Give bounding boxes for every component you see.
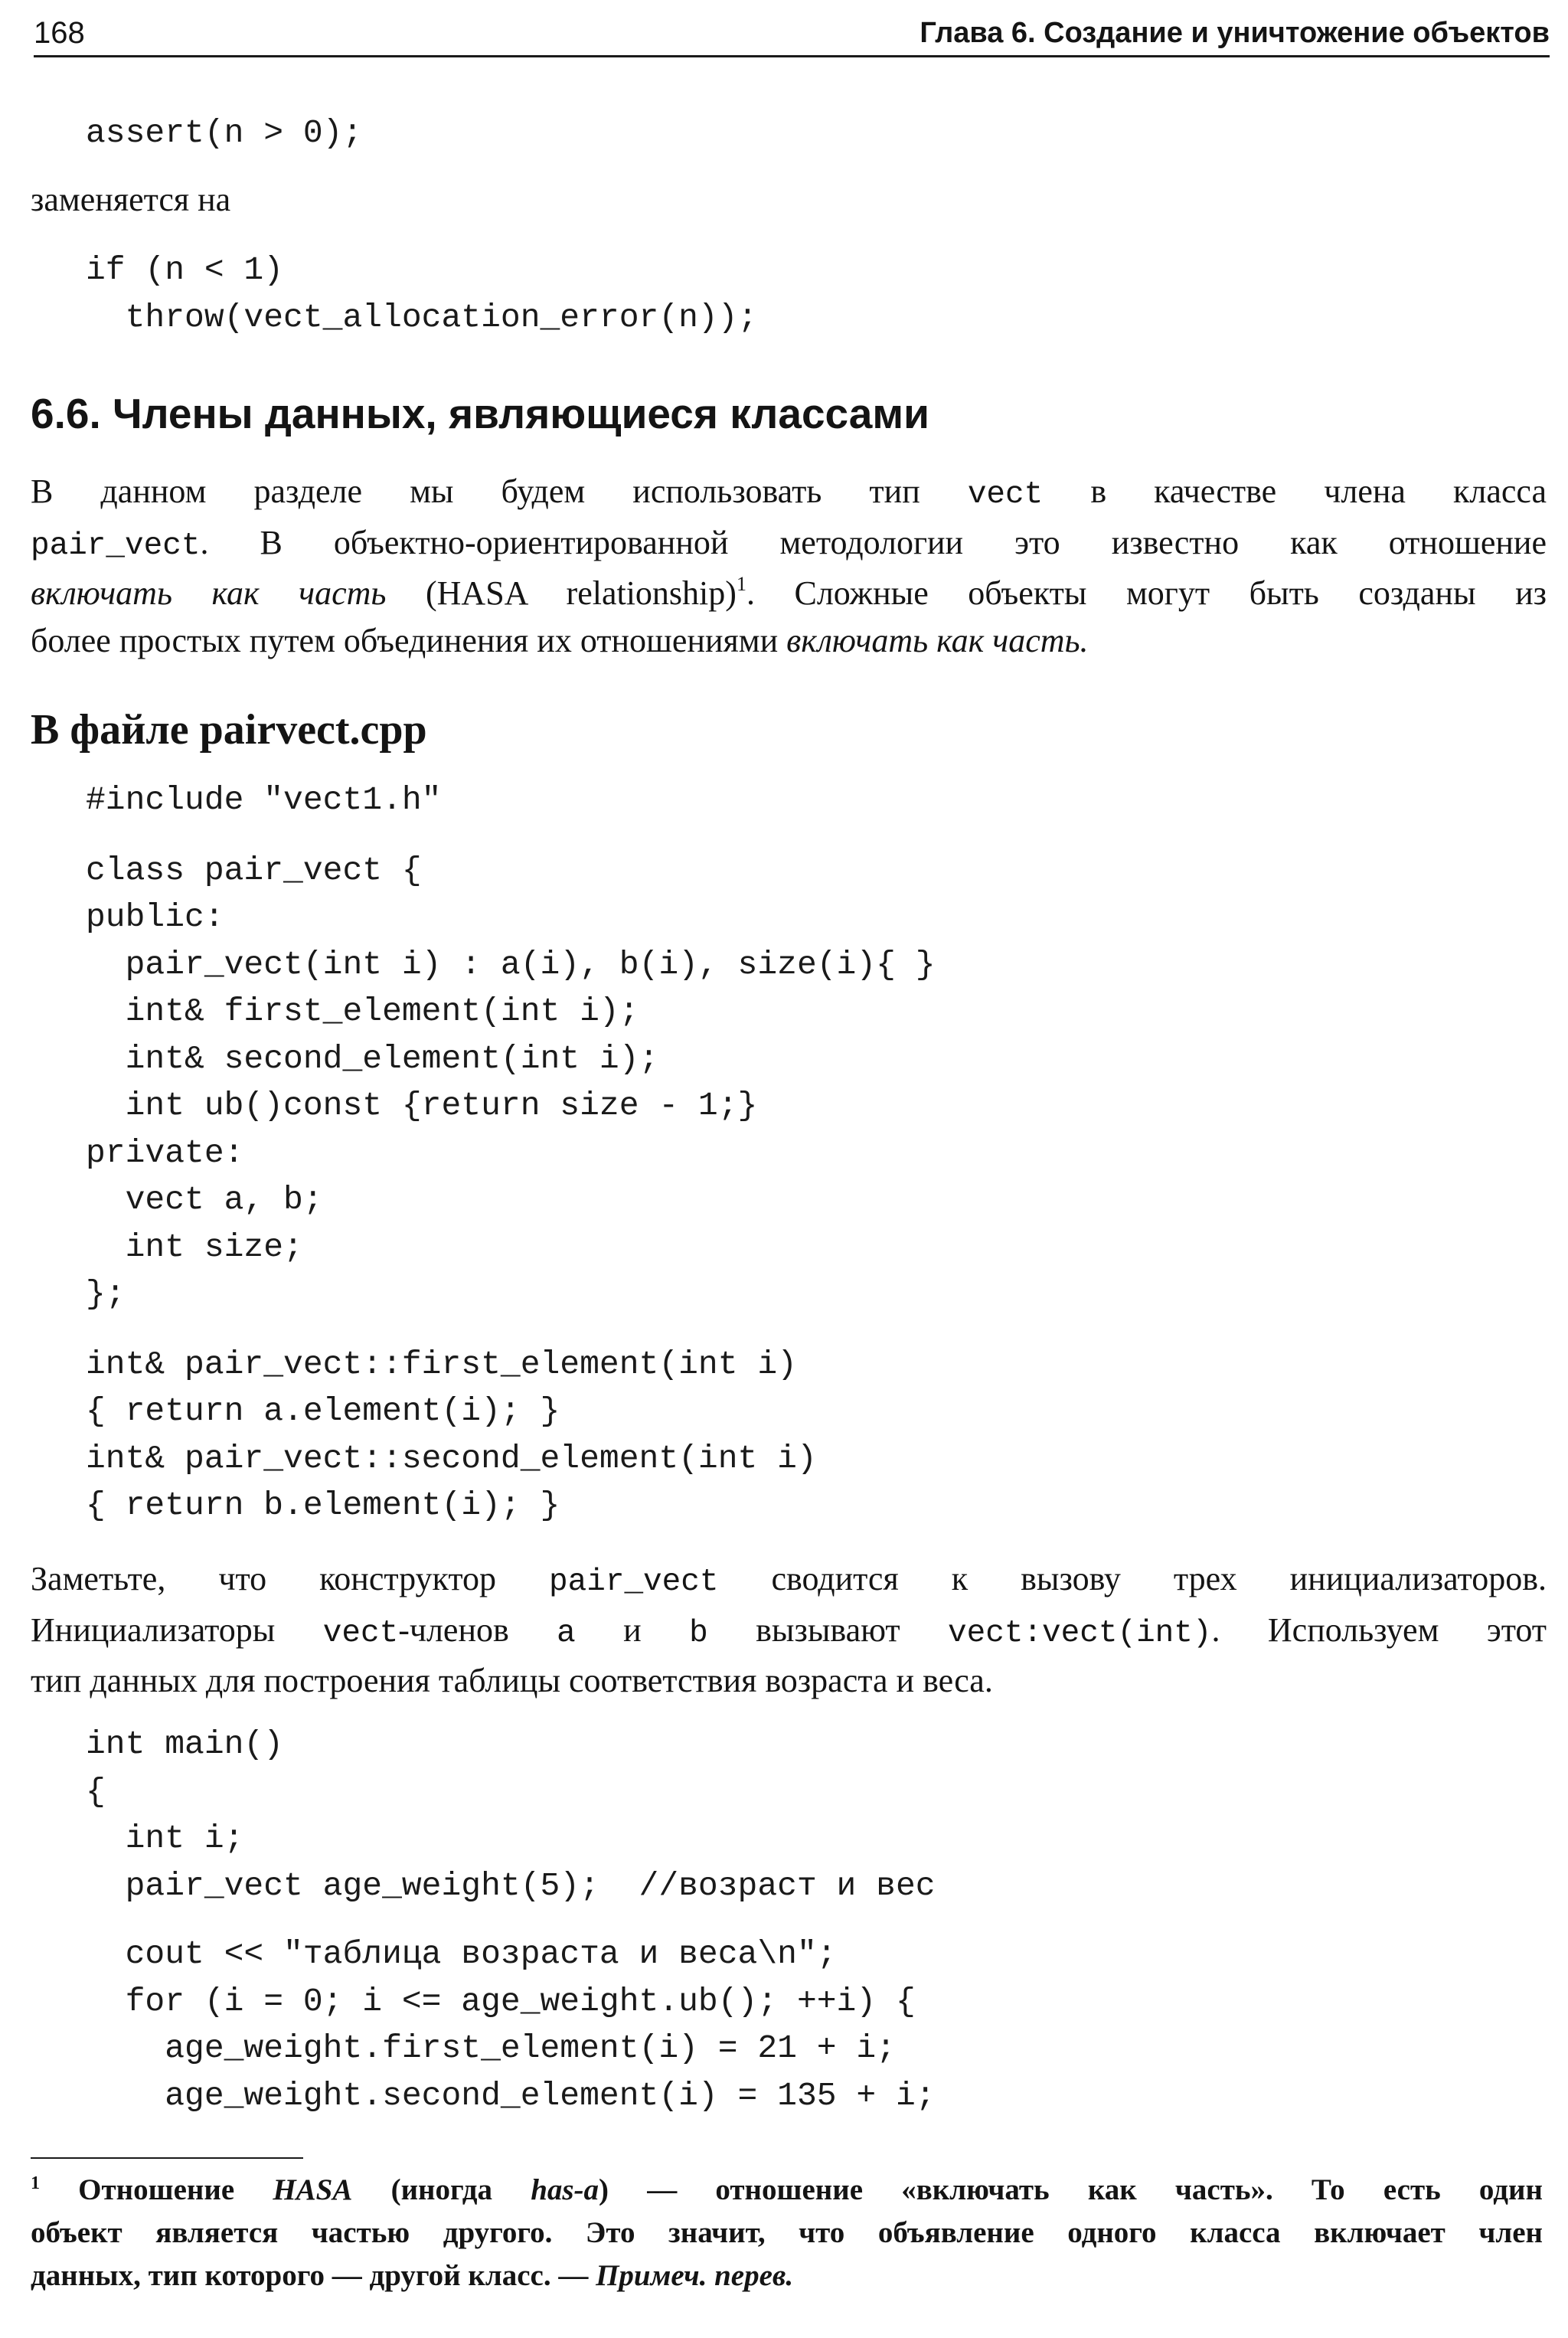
code-line: pair_vect age_weight(5); //возраст и вес — [86, 1866, 936, 1905]
page-number: 168 — [34, 16, 85, 50]
code-line: int i; — [86, 1820, 244, 1857]
text-replaced-with — [31, 176, 1547, 224]
code-line: age_weight.second_element(i) = 135 + i; — [86, 2076, 936, 2114]
code-assert — [86, 110, 362, 157]
paragraph-line: включать как часть (HASA relationship)$^1$. Сложные объекты могут быть созданы из — [31, 573, 1547, 612]
code-line: { return b.element(i); } — [86, 1486, 560, 1524]
footnote-ref: 1 — [736, 573, 746, 595]
footnote-divider — [31, 2157, 303, 2159]
code-line: throw(vect_allocation_error(n)); — [86, 298, 758, 336]
inline-code: a — [557, 1615, 576, 1651]
code-line: assert(n > 0); — [86, 114, 363, 152]
inline-code: pair_vect — [549, 1565, 719, 1600]
code-line: { — [86, 1772, 106, 1810]
chapter-title: Глава 6. Создание и уничтожение объектов — [920, 17, 1550, 49]
inline-code: vect — [322, 1615, 399, 1651]
code-line: class pair_vect { — [86, 851, 422, 889]
inline-code: vect — [967, 477, 1044, 512]
code-line: int main() — [86, 1725, 284, 1763]
code-line: public: — [86, 898, 224, 936]
emphasis: включать как часть. — [786, 621, 1089, 659]
code-line: int ub()const {return size - 1;} — [86, 1087, 758, 1124]
emphasis: включать как часть — [31, 574, 387, 612]
code-blank — [86, 1909, 936, 1931]
footnote-line: $^1$ Отношение HASA (иногда has-a) — отношение «включать как часть». То есть один — [31, 2173, 1543, 2206]
code-line: #include "vect1.h" — [86, 781, 442, 819]
code-blank — [86, 1318, 936, 1341]
paragraph-line: В данном разделе мы будем использовать тип vect в качестве члена класса — [31, 473, 1547, 512]
code-blank — [86, 824, 936, 847]
note-paragraph — [31, 1555, 1547, 1705]
code-line: vect a, b; — [86, 1181, 323, 1218]
code-line: pair_vect(int i) : a(i), b(i), size(i){ } — [86, 945, 936, 983]
paragraph-line: более простых путем объединения их отношениями включать как часть. — [31, 621, 1089, 659]
code-line: { return a.element(i); } — [86, 1392, 560, 1430]
code-line: for (i = 0; i <= age_weight.ub(); ++i) { — [86, 1982, 916, 2020]
paragraph-line: Инициализаторы vect-членов a и b вызывают vect:vect(int). Используем этот — [31, 1610, 1547, 1651]
code-line: if (n < 1) — [86, 251, 284, 289]
section-paragraph — [31, 468, 1547, 664]
code-line: private: — [86, 1133, 244, 1172]
running-header — [34, 11, 1550, 57]
paragraph-line: Заметьте, что конструктор pair_vect сводится к вызову трех инициализаторов. — [31, 1560, 1547, 1600]
code-line: }; — [86, 1275, 126, 1313]
code-line: int& first_element(int i); — [86, 992, 639, 1030]
code-throw — [86, 247, 757, 341]
code-line: cout << "таблица возраста и веса\n"; — [86, 1935, 837, 1973]
code-line: int& second_element(int i); — [86, 1039, 659, 1077]
code-line: int& pair_vect::second_element(int i) — [86, 1439, 817, 1477]
paragraph-line: тип данных для построения таблицы соответствия возраста и веса. — [31, 1662, 993, 1699]
code-main — [86, 1721, 936, 2119]
paragraph-line: заменяется на — [31, 181, 231, 218]
inline-code: pair_vect — [31, 528, 201, 564]
paragraph-line: pair_vect. В объектно-ориентированной методологии это известно как отношение — [31, 523, 1547, 564]
code-line: age_weight.first_element(i) = 21 + i; — [86, 2029, 896, 2067]
code-line: int size; — [86, 1228, 303, 1266]
footnote — [31, 2169, 1543, 2297]
footnote-line: объект является частью другого. Это значит, что объявление одного класса включает член — [31, 2216, 1543, 2249]
subsection-title: В файле pairvect.cpp — [31, 706, 427, 754]
footnote-line: данных, тип которого — другой класс. — Примеч. перев. — [31, 2259, 794, 2292]
footnote-marker: 1 — [31, 2173, 40, 2193]
inline-code: b — [689, 1615, 708, 1651]
section-title: 6.6. Члены данных, являющиеся классами — [31, 390, 929, 437]
code-line: int& pair_vect::first_element(int i) — [86, 1345, 797, 1383]
inline-code: vect:vect(int) — [948, 1615, 1212, 1651]
code-pairvect — [86, 777, 936, 1529]
